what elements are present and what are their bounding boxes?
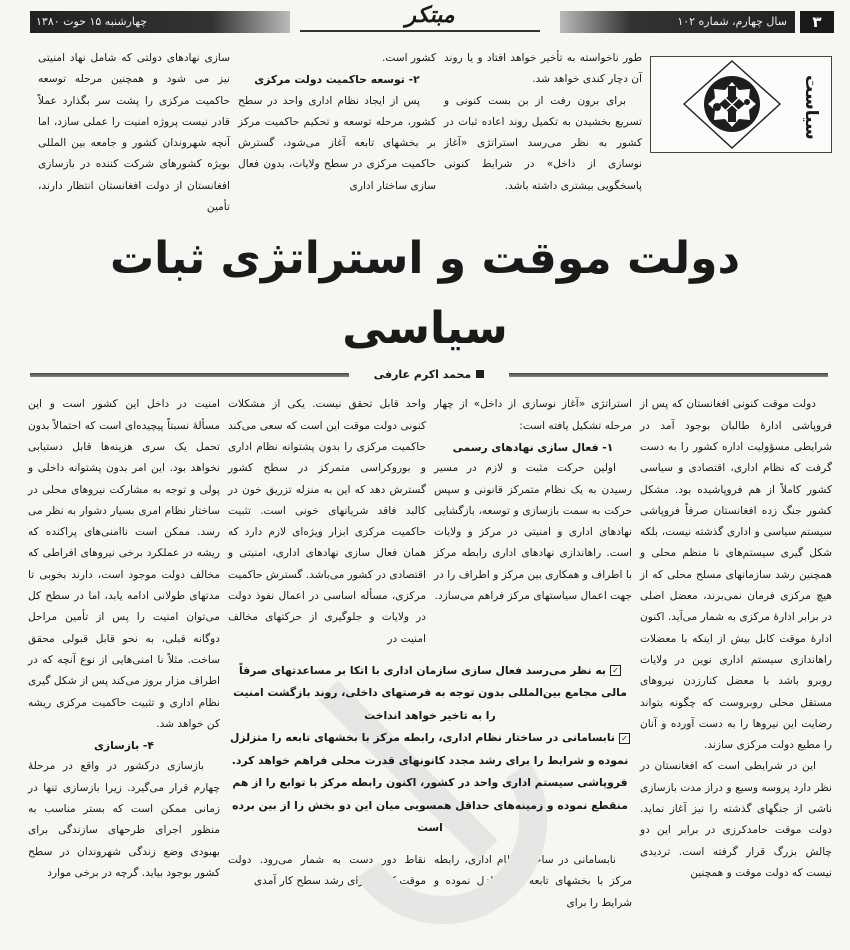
paragraph: دولت موقت کنونی افغانستان که پس از فروپاشی ادارهٔ طالبان بوجود آمد در شرایطی مسؤولیت اداره کشور را به دست گرفت که نظام اداری، اقتصادی و سیاسی کشور کاملاً از هم فروپاشیده بود. مشکل کشور جنگ زده افغانستان صرفاً فروپاشی سیستم سیاسی و اداری گذشته نیست، بلکه شکل گیری سیستم‌های نا منظم محلی و همچنین رشد سازمانهای مسلح محلی که از هیچ مرکزی فرمان نمی‌برند، معضل اصلی در برابر ادارهٔ مرکزی به شمار می‌آید. اکنون ادارهٔ موقت کابل بیش از اینکه با معضلات راهاندازی سیستم اداری نوین در ولایات روبرو باشد با معضل کنارزدن نیروهای مستقل محلی روبروست که چگونه بتواند رضایت این نیروها را به دست آورده و آنان را مطیع دولت مرکزی سازند. (640, 398, 832, 752)
square-bullet-icon (476, 370, 484, 378)
paragraph: اولین حرکت مثبت و لازم در مسیر رسیدن به یک نظام متمرکز قانونی و سپس حرکت به سمت بازسازی و توسعه، بازگشایی نهادهای اداری و امنیتی در مرکز و ولایات است. راهاندازی نهادهای اداری رابطه مرکز با اطراف و همکاری بین مرکز و اطراف را در جهت اعمال سیاستهای مرکز فراهم می‌سازد. (434, 462, 632, 603)
paragraph: واحد قابل تحقق نیست. یکی از مشکلات کنونی دولت موقت این است که سعی می‌کند حاکمیت مرکزی را بدون پشتوانه نظام اداری و بوروکراسی متمرکز در سطح کشور گسترش دهد که این به منزله تزریق خون در کالبد فاقد شریانهای خونی است. تثبیت حاکمیت مرکزی ابزار ویژه‌ای لازم دارد که همان فعال سازی نهادهای اداری، امنیتی و اقتصادی در کشور می‌باشد. گسترش حاکمیت مرکزی، مسأله اساسی در اعمال نفوذ دولت در ولایات و جلوگیری از حرکتهای مخالف امنیت در (228, 398, 426, 645)
section-label: سیاست (801, 75, 821, 140)
highlight-item (228, 727, 632, 840)
highlight-item (228, 660, 632, 728)
author-name: محمد اکرم عارفی (373, 368, 472, 382)
date-bar (30, 11, 290, 33)
masthead-logo: مبتکر (405, 2, 455, 28)
middle-columns (228, 394, 632, 650)
paragraph: برای برون رفت از بن بست کنونی و تسریع بخشیدن به تکمیل روند اعاده ثبات در کشور به نظر می‌رسد استراتژی «آغاز نوسازی از داخل» در شرایط کنونی پاسخگویی بیشتری داشته باشد. (444, 94, 642, 192)
middle-continuation (228, 850, 632, 914)
highlight-box (228, 660, 632, 840)
highlight-text: به نظر می‌رسد فعال سازی سازمان اداری با اتکا بر مساعدتهای صرفاً مالی مجامع بین‌المللی بدون توجه به فرصتهای داخلی، روند بازگشت امنیت را به تاخیر خواهد انداخت (233, 663, 627, 722)
article-body (0, 394, 850, 913)
paragraph: طور ناخواسته به تأخیر خواهد افتاد و یا روند آن دچار کندی خواهد شد. (444, 52, 642, 86)
top-section (0, 48, 850, 218)
paragraph: سازی نهادهای دولتی که شامل نهاد امنیتی نیز می شود و همچنین مرحله توسعه حاکمیت مرکزی را پشت سر بگذارد عملاً قادر نیست پروژه امنیت را عملی سازد، اما آنچه شهروندان کشور و جامعه بین المللی بویژه کشورهای شرکت کننده در بازسازی افغانستان از دولت افغانستان انتظار دارند، تأمین (38, 52, 230, 214)
paragraph: پس از ایجاد نظام اداری واحد در سطح کشور، مرحله توسعه و تحکیم حاکمیت مرکز بر بخشهای تابعه آغاز می‌شود، گسترش حاکمیت مرکزی در سطح ولایات، بدون فعال سازی ساختار اداری (238, 94, 436, 192)
highlight-text: نابسامانی در ساختار نظام اداری، رابطه مرکز با بخشهای تابعه را متزلزل نموده و شرایط را برای رشد مجدد کانونهای قدرت محلی فراهم خواهد کرد. فروپاشی سیستم اداری واحد در کشور، اکنون رابطه مرکز با توابع را از هم منقطع نموده و زمینه‌های حداقل همسویی میان این دو بخش را از بین برده است (230, 731, 629, 835)
paragraph: بازسازی درکشور در واقع در مرحلهٔ چهارم قرار می‌گیرد. زیرا بازسازی تنها در زمانی ممکن است که بستر مناسب به منظور اجرای طرحهای سازندگی برای بهبودی وضع زندگی شهروندان در سطح کشور بوجود بیاید. گرچه در برخی موارد (28, 760, 220, 879)
paragraph: کشور است. (381, 52, 436, 64)
page-number: ۳ (800, 11, 834, 33)
article-column-3 (228, 394, 426, 650)
subheading: ۴- بازسازی (94, 739, 154, 753)
checkbox-icon: ✓ (619, 733, 630, 744)
byline-area (30, 364, 828, 386)
issue-bar (560, 11, 795, 33)
issue-info: سال چهارم، شماره ۱۰۲ (677, 15, 787, 28)
paragraph: این در شرایطی است که افغانستان در نظر دارد پروسه وسیع و دراز مدت بازسازی ناشی از جنگهای گذشته را نیز آغاز نماید. دولت موقت حامدکرزی در برابر این دو چالش بزرگ قرار گرفته است. تردیدی نیست که دولت موقت و همچنین (640, 760, 832, 879)
top-column-2 (238, 48, 436, 197)
subheading: ۱- فعال سازی نهادهای رسمی (452, 440, 614, 454)
byline (349, 364, 509, 386)
issue-date: چهارشنبه ۱۵ حوت ۱۳۸۰ (36, 15, 148, 28)
section-box (650, 56, 832, 153)
article-column-4 (28, 394, 220, 884)
emblem-icon (677, 57, 787, 152)
top-column-3 (38, 48, 230, 218)
paragraph: نابسامانی در ساختار نظام اداری، رابطه مرکز با بخشهای تابعه را متزلزل نموده و شرایط را برای (434, 853, 632, 909)
checkbox-icon: ✓ (610, 665, 621, 676)
masthead-underline (300, 30, 540, 32)
article-middle (228, 394, 632, 913)
article-column-1 (640, 394, 832, 884)
paragraph: امنیت در داخل این کشور است و این مسألهٔ نسبتاً پیچیده‌ای است که احتمالاً بدون تحمل یک سری هزینه‌ها قابل دستیابی نخواهد بود. این امر بدون پشتوانه داخلی و پولی و توجه به مشارکت نیروهای محلی در ساختار نظام امری بسیار دشوار به نظر می رسد. ممکن است ناامنی‌های پراکنده که ریشه در عملکرد برخی نیروهای افراطی که مخالف دولت موجود است، دارند بخوبی تا مدتهای طولانی ادامه یابد، اما در سطح کل می‌توان امنیت را پس از تأمین مراحل دوگانه قبلی، به نحو قابل قبولی محقق ساخت. مثلاً نا امنی‌هایی از نوع آنچه که در اطراف مزار بروز می‌کند پس از شکل گیری نظام اداری و تثبیت حاکمیت مرکزی ریشه کن خواهد شد. (28, 398, 220, 730)
paragraph: نقاط دور دست به شمار می‌رود. دولت موقت کنونی برای رشد سطح کار آمدی (228, 853, 426, 888)
top-column-1 (444, 48, 642, 197)
page-header (0, 0, 850, 40)
bottom-column-2 (434, 850, 632, 914)
subheading: ۲- توسعه حاکمیت دولت مرکزی (254, 73, 420, 87)
headline: دولت موقت و استراتژی ثبات سیاسی (109, 233, 741, 355)
article-column-2 (434, 394, 632, 650)
paragraph: استراتژی «آغاز نوسازی از داخل» از چهار مرحله تشکیل یافته است: (434, 398, 632, 432)
bottom-column-3 (228, 850, 426, 914)
